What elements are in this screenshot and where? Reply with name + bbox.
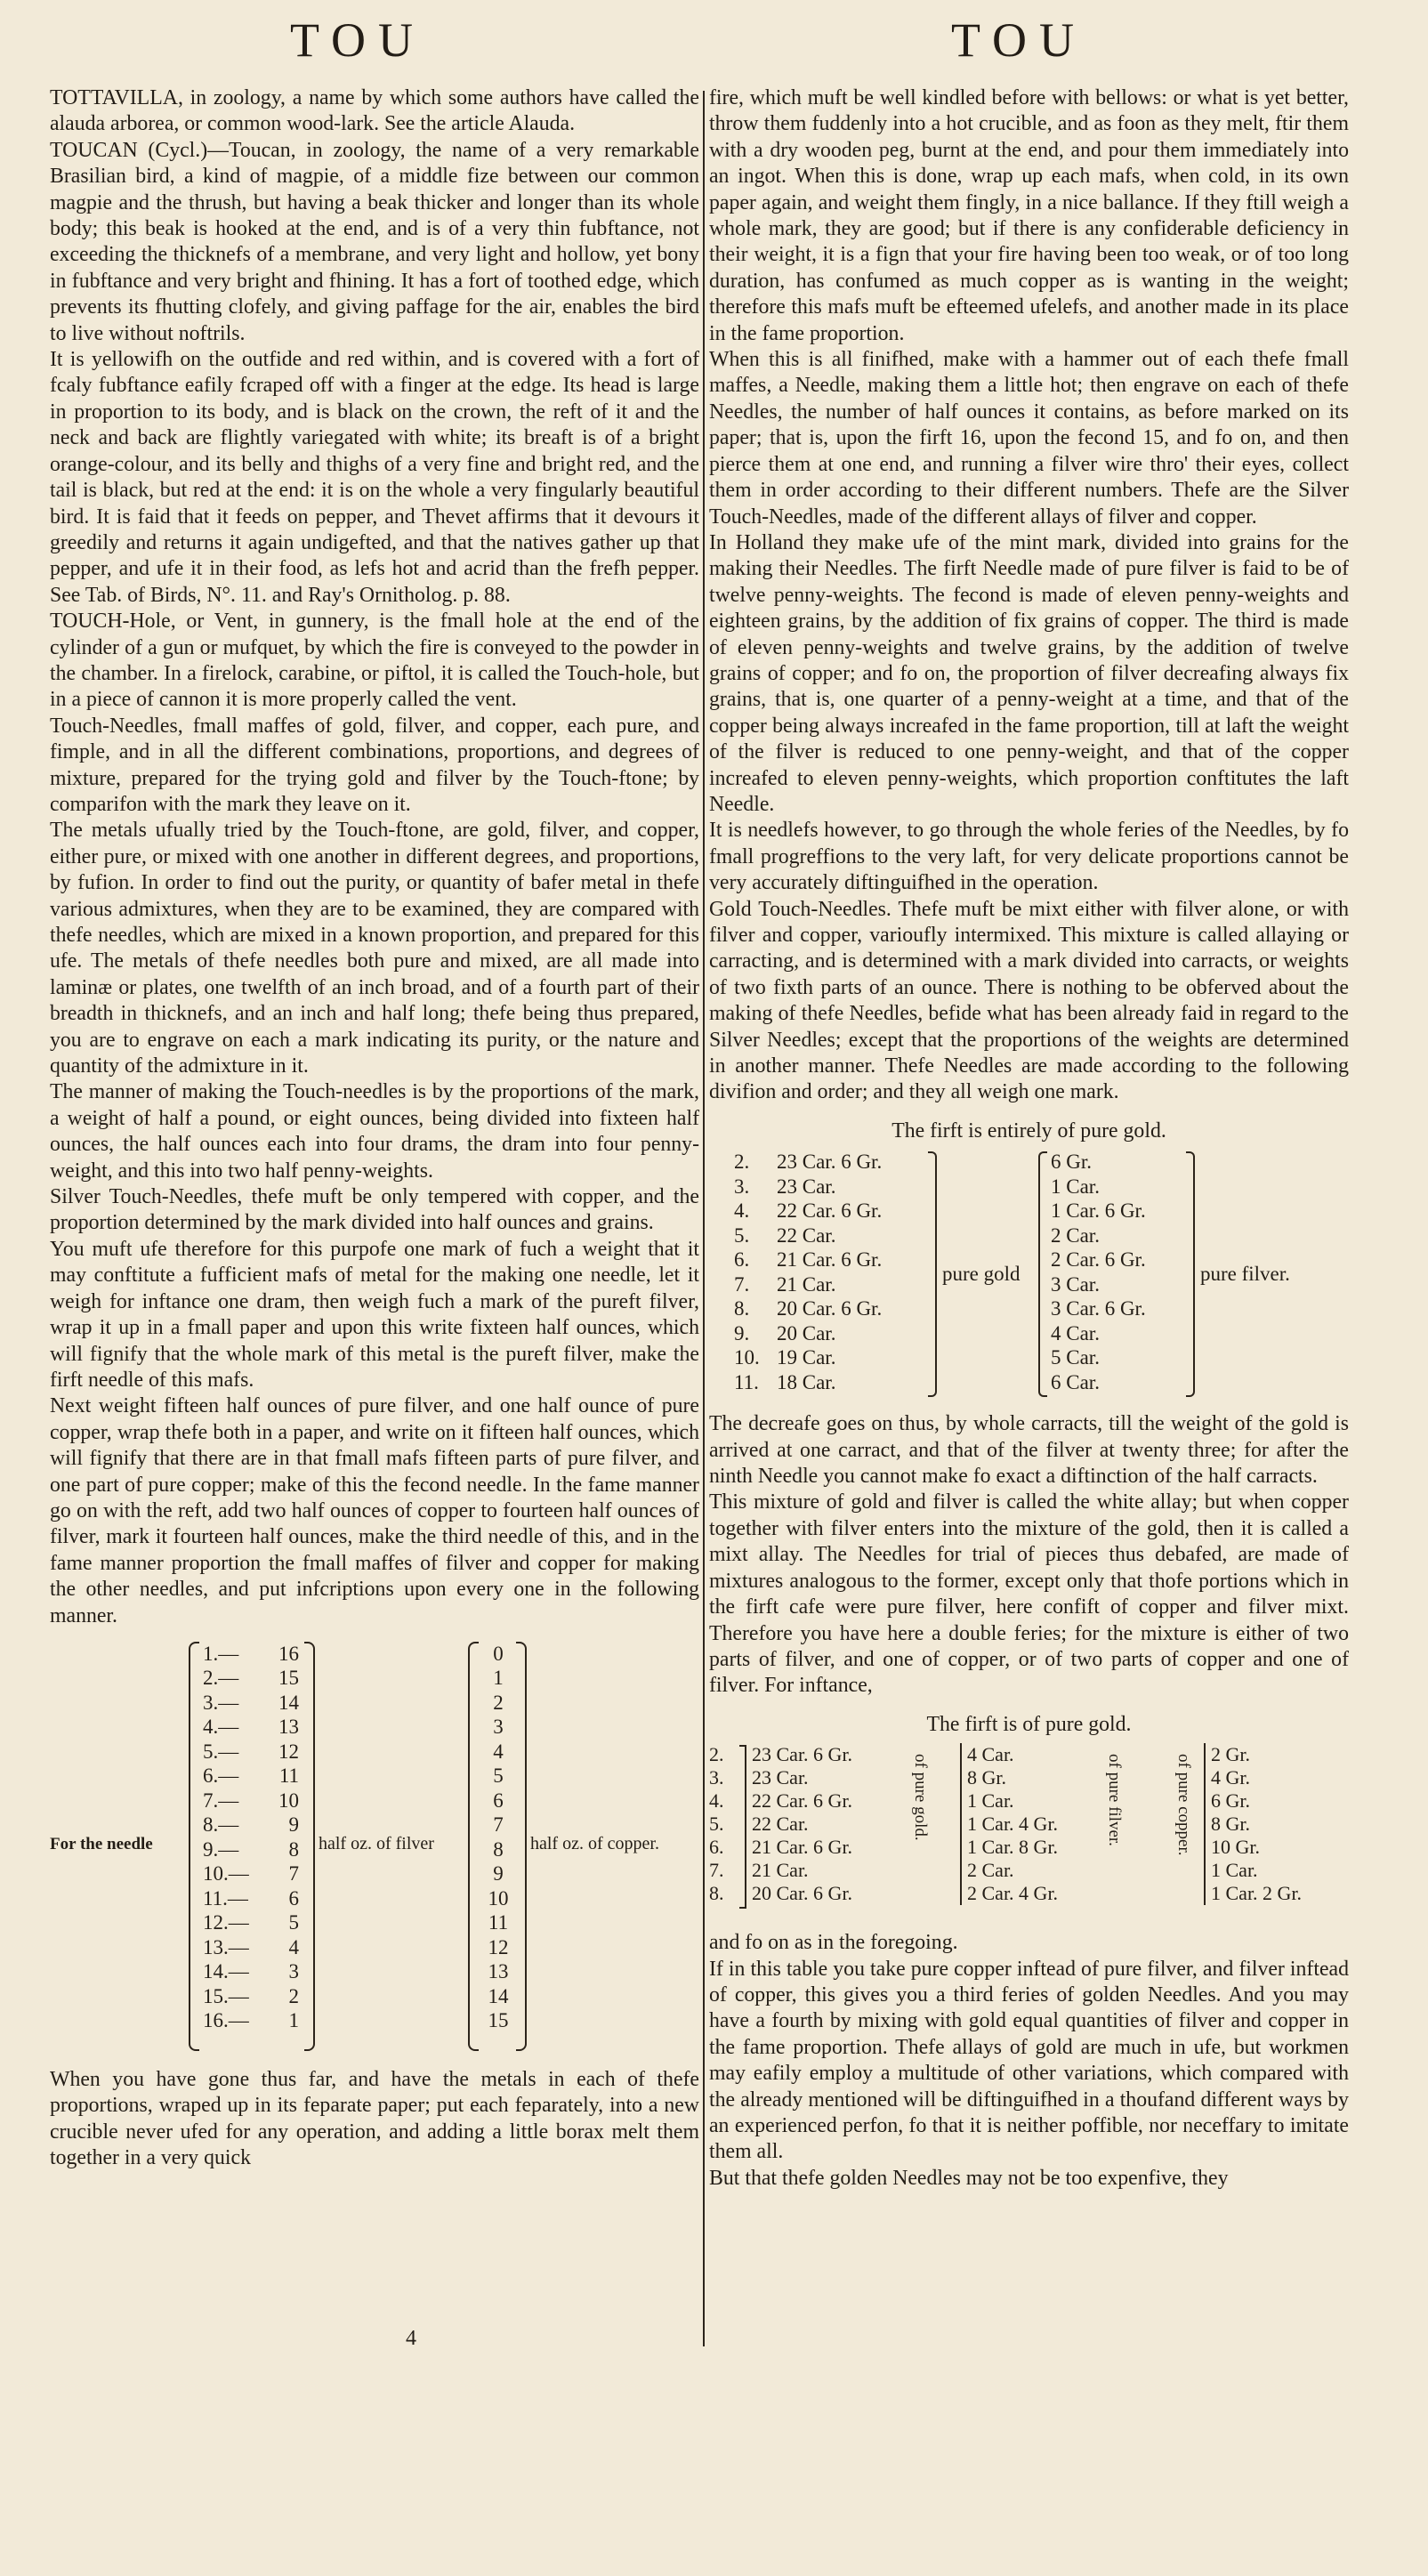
silver-list <box>267 1642 299 2033</box>
silver-weight: 8 Gr. <box>967 1766 1006 1789</box>
needle-number: 8. <box>734 1297 750 1320</box>
t2-gold-values <box>752 1743 901 1905</box>
paragraph: Next weight fifteen half ounces of pure filver, and one half ounce of pure copper, wrap thefe both in a paper, and write on it fifteen half ounces, which will fignify that there are in that fmall mafs fifteen parts of pure filver, and one part of pure copper; make of this the fecond needle. In the fame manner go on with the reft, add two half ounces of copper to fourteen half ounces of filver, mark it fourteen half ounces, make the third needle of this, and in the fame manner proportion the fmall maffes of filver and copper for making the other needles, and put infcriptions upon every one in the following manner. <box>50 1394 699 1627</box>
silver-half-oz: 3 <box>288 1960 299 1983</box>
copper-weight: 8 Gr. <box>1211 1813 1250 1836</box>
silver-weight: 3 Car. 6 Gr. <box>1051 1297 1146 1320</box>
gold-weight: 21 Car. 6 Gr. <box>752 1836 853 1859</box>
t2-gold-label: of pure gold. <box>911 1754 930 1841</box>
needle-number: 7. <box>709 1859 724 1882</box>
needle-number: 10. <box>734 1346 760 1369</box>
table1-caption: The firft is entirely of pure gold. <box>891 1118 1166 1143</box>
needle-number: 4. <box>734 1199 750 1223</box>
silver-half-oz: 16 <box>278 1642 299 1665</box>
silver-needle-table <box>50 1642 699 2060</box>
needle-number: 2.— <box>203 1667 239 1690</box>
t2-copper-label: of pure copper. <box>1174 1754 1193 1856</box>
gold-weight: 22 Car. 6 Gr. <box>752 1789 853 1813</box>
needle-number: 9. <box>734 1321 750 1345</box>
t1-brace-silver <box>1186 1151 1195 1397</box>
silver-weight: 2 Car. <box>1051 1223 1100 1247</box>
silver-half-oz: 10 <box>278 1789 299 1812</box>
paragraph: You muft ufe therefore for this purpofe one mark of fuch a weight that it may conftitute a fufficient mafs of metal for the making one needle, let it weigh for inftance one dram, then weigh fuch a mark of the pureft filver, wrap it up in a fmall paper and upon this write fixteen half ounces, which will fignify that the whole mark of this metal is the pureft filver, make the firft needle of this mafs. <box>50 1237 699 1392</box>
copper-half-oz: 11 <box>488 1911 509 1934</box>
copper-weight: 1 Car. <box>1211 1859 1258 1882</box>
needle-number: 14.— <box>203 1960 249 1983</box>
silver-weight: 2 Car. 4 Gr. <box>967 1882 1059 1905</box>
silver-weight: 2 Car. <box>967 1859 1014 1882</box>
silver-weight: 1 Car. 8 Gr. <box>967 1836 1059 1859</box>
silver-weight: 2 Car. 6 Gr. <box>1051 1248 1146 1272</box>
needle-number: 10.— <box>203 1862 249 1886</box>
t1-gold-values <box>777 1150 928 1394</box>
paragraph: But that thefe golden Needles may not be too expenfive, they <box>709 2166 1229 2190</box>
gold-silver-table <box>709 1150 1349 1401</box>
silver-half-oz: 9 <box>288 1813 299 1837</box>
t1-silver-values <box>1051 1150 1184 1394</box>
gold-weight: 20 Car. 6 Gr. <box>777 1297 883 1320</box>
needle-number: 16.— <box>203 2009 249 2032</box>
needle-number: 2. <box>709 1743 724 1766</box>
column-divider <box>703 91 705 2346</box>
needle-number: 7.— <box>203 1789 239 1812</box>
paragraph: fire, which muft be well kindled before with bellows: or what is yet better, throw them fuddenly into a hot crucible, and as foon as they melt, ftir them with a dry wooden peg, burnt at the end, and pour them immediately into an ingot. When this is done, wrap up each mafs, when cold, in its own paper again, and weight them fingly, in a nice ballance. If they ftill weigh a whole mark, they are good; but if there is any confiderable deficiency in their weight, it is a fign that your fire having been too weak, or of too long duration, has confumed as much copper as is wanting in the weight; therefore this mafs muft be efteemed ufelefs, and another made in its place in the fame proportion. <box>709 86 1349 345</box>
silver-half-oz: 12 <box>278 1740 299 1763</box>
gold-weight: 22 Car. 6 Gr. <box>777 1199 883 1223</box>
t2-silver-label: of pure filver. <box>1105 1754 1124 1847</box>
gold-weight: 21 Car. <box>777 1272 836 1296</box>
t2-copper-values <box>1204 1743 1327 1905</box>
silver-half-oz: 1 <box>288 2009 299 2032</box>
table2-caption: The firft is of pure gold. <box>926 1712 1132 1736</box>
t1-silver-label: pure filver. <box>1200 1263 1290 1286</box>
paragraph: It is yellowifh on the outfide and red within, and is covered with a fort of fcaly fubftance eafily fcraped off with a finger at the edge. Its head is large in proportion to its body, and is black on the crown, the reft of it and the neck and back are flightly variegated with white; its breaft is of a bright orange-colour, and its belly and thighs of a very fine and bright red, and the tail is black, but red at the end: it is on the whole a very fingularly beautiful bird. It is faid that it feeds on pepper, and Thevet affirms that it devours it greedily and returns it again undigefted, and that the natives gather up that pepper, and ufe it in their food, as lefs hot and acrid than the frefh pepper. See Tab. of Birds, N°. 11. and Ray's Ornitholog. p. 88. <box>50 348 699 607</box>
paragraph: The decreafe goes on thus, by whole carracts, till the weight of the gold is arrived at one carract, and that of the filver at twenty three; for after the ninth Needle you cannot make fo exact a diftinction of the half carracts. <box>709 1412 1349 1489</box>
t1-needle-numbers <box>734 1150 770 1394</box>
copper-weight: 2 Gr. <box>1211 1743 1250 1766</box>
mixt-allay-table <box>709 1743 1349 1921</box>
gold-weight: 18 Car. <box>777 1370 836 1393</box>
silver-half-oz: 11 <box>278 1764 299 1788</box>
needle-number: 3. <box>734 1175 750 1198</box>
silver-weight: 1 Car. 6 Gr. <box>1051 1199 1146 1223</box>
copper-half-oz: 10 <box>488 1886 509 1910</box>
gold-weight: 23 Car. 6 Gr. <box>752 1743 853 1766</box>
t1-gold-label: pure gold <box>942 1263 1021 1286</box>
gold-weight: 22 Car. <box>777 1223 836 1247</box>
entry-touch-needles: Touch-Needles, fmall maffes of gold, filver, and copper, each pure, and fimple, and in all the different combinations, proportions, and degrees of mixture, prepared for the trying gold and filver by the Touch-ftone; by comparifon with the mark they leave on it. <box>50 714 699 816</box>
silver-weight: 4 Car. <box>1051 1321 1100 1345</box>
silver-weight: 1 Car. 4 Gr. <box>967 1813 1059 1836</box>
silver-weight: 5 Car. <box>1051 1346 1100 1369</box>
needle-number: 8.— <box>203 1813 239 1837</box>
gold-weight: 23 Car. <box>777 1175 836 1198</box>
running-head-left: TOU <box>290 13 426 67</box>
needle-number: 5. <box>709 1813 724 1836</box>
needle-number: 11.— <box>203 1886 248 1910</box>
needle-number: 9.— <box>203 1837 239 1861</box>
copper-half-oz: 8 <box>493 1837 504 1861</box>
copper-weight: 10 Gr. <box>1211 1836 1260 1859</box>
silver-half-oz: 14 <box>278 1691 299 1714</box>
t1-brace-silver-open <box>1038 1151 1047 1397</box>
copper-half-oz: 12 <box>488 1935 509 1958</box>
gold-weight: 21 Car. <box>752 1859 809 1882</box>
brace-open <box>189 1642 199 2051</box>
silver-weight: 4 Car. <box>967 1743 1014 1766</box>
gold-weight: 23 Car. 6 Gr. <box>777 1151 883 1174</box>
copper-half-oz: 7 <box>493 1813 504 1837</box>
needle-number: 3.— <box>203 1691 239 1714</box>
needle-number: 5.— <box>203 1740 239 1763</box>
silver-weight: 6 Car. <box>1051 1370 1100 1393</box>
needle-number: 2. <box>734 1151 750 1174</box>
right-column <box>709 85 1349 2192</box>
needle-number: 6. <box>709 1836 724 1859</box>
entry-tottavilla: TOTTAVILLA, in zoology, a name by which some authors have called the alauda arborea, or common wood-lark. See the article Alauda. <box>50 86 699 136</box>
paragraph: This mixture of gold and filver is called the white allay; but when copper together with filver enters into the mixture of the gold, then it is called a mixt allay. The Needles for trial of pieces thus debafed, are made of mixtures analogous to the former, except only that thofe portions which in the firft cafe were pure filver, here confift of copper and filver mixt. Therefore you have here a double feries; for the mixture is either of two parts of filver, and one of copper, or of two parts of copper and one of filver. For inftance, <box>709 1490 1349 1698</box>
needle-number: 13.— <box>203 1935 249 1958</box>
silver-label: half oz. of filver <box>319 1833 434 1853</box>
gold-weight: 19 Car. <box>777 1346 836 1369</box>
entry-toucan: TOUCAN (Cycl.)—Toucan, in zoology, the name of a very remarkable Brasilian bird, a kind of magpie, of a middle fize between our common magpie and the thrush, but having a beak thicker and longer than its whole body; this beak is hooked at the end, and is of a very thin fubftance, not exceeding the thicknefs of a membrane, and very light and hollow, yet bony in fubftance and very bright and fhining. It has a fort of toothed edge, which prevents its fhutting clofely, and giving paffage for the air, enables the bird to live without noftrils. <box>50 138 699 345</box>
silver-half-oz: 2 <box>288 1984 299 2007</box>
silver-weight: 1 Car. <box>967 1789 1014 1813</box>
silver-half-oz: 6 <box>288 1886 299 1910</box>
needle-number: 11. <box>734 1370 759 1393</box>
copper-half-oz: 0 <box>493 1642 504 1665</box>
gold-weight: 21 Car. 6 Gr. <box>777 1248 883 1272</box>
left-column <box>50 85 699 2172</box>
row-label: For the needle <box>50 1834 153 1853</box>
entry-gold-touch-needles: Gold Touch-Needles. Thefe muft be mixt either with filver alone, or with filver and copper, varioufly intermixed. This mixture is called allaying or carracting, and is determined with a mark divided into carracts, or weights of two fixth parts of an ounce. There is nothing to be obferved about the making of thefe Needles, befide what has been already faid in regard to the Silver Needles; except that the proportions of the weights are determined in another manner. Thefe Needles are made according to the following divifion and order; and they all weigh one mark. <box>709 897 1349 1104</box>
paragraph: The metals ufually tried by the Touch-ftone, are gold, filver, and copper, either pure, or mixed with one another in different degrees, and proportions, by fufion. In order to find out the purity, or quantity of bafer metal in thefe various admixtures, when they are to be examined, they are compared with thefe needles, which are mixed in a known proportion, and prepared for this ufe. The metals of thefe needles both pure and mixed, are all made into laminæ or plates, one twelfth of an inch broad, and of a fourth part of their breadth in thicknefs, and an inch and half long; thefe being thus prepared, you are to engrave on each a mark indicating its purity, or the nature and quantity of the admixture in it. <box>50 819 699 1078</box>
needle-number: 8. <box>709 1882 724 1905</box>
needle-number: 12.— <box>203 1911 249 1934</box>
copper-half-oz: 15 <box>488 2009 509 2032</box>
needle-number: 15.— <box>203 1984 249 2007</box>
silver-half-oz: 5 <box>288 1911 299 1934</box>
needle-list <box>203 1642 265 2033</box>
paragraph: It is needlefs however, to go through the whole feries of the Needles, by fo fmall progreffions to the very laft, for very delicate proportions cannot be very accurately diftinguifhed in the operation. <box>709 819 1349 895</box>
t2-brace-nums <box>739 1745 746 1909</box>
copper-weight: 1 Car. 2 Gr. <box>1211 1882 1303 1905</box>
copper-weight: 6 Gr. <box>1211 1789 1250 1813</box>
copper-half-oz: 13 <box>488 1960 509 1983</box>
silver-half-oz: 15 <box>278 1667 299 1690</box>
copper-half-oz: 2 <box>493 1691 504 1714</box>
gold-weight: 23 Car. <box>752 1766 809 1789</box>
t1-brace-gold <box>928 1151 937 1397</box>
needle-number: 7. <box>734 1272 750 1296</box>
t2-needle-numbers <box>709 1743 739 1905</box>
needle-number: 6.— <box>203 1764 239 1788</box>
silver-weight: 6 Gr. <box>1051 1151 1092 1174</box>
entry-touch-hole: TOUCH-Hole, or Vent, in gunnery, is the fmall hole at the end of the cylinder of a gun or mufquet, by which the fire is conveyed to the powder in the chamber. In a firelock, carabine, or piftol, it is called the Touch-hole, but in a piece of cannon it is more properly called the vent. <box>50 610 699 712</box>
copper-half-oz: 1 <box>493 1667 504 1690</box>
paragraph: The manner of making the Touch-needles is by the proportions of the mark, a weight of half a pound, or eight ounces, being divided into fixteen half ounces, the half ounces each into four drams, the dram into four penny-weight, and this into two half penny-weights. <box>50 1080 699 1183</box>
gold-weight: 22 Car. <box>752 1813 809 1836</box>
copper-half-oz: 6 <box>493 1789 504 1812</box>
silver-half-oz: 7 <box>288 1862 299 1886</box>
copper-list <box>482 1642 514 2033</box>
gold-weight: 20 Car. 6 Gr. <box>752 1882 853 1905</box>
needle-number: 4.— <box>203 1716 239 1739</box>
needle-number: 6. <box>734 1248 750 1272</box>
paragraph: If in this table you take pure copper inftead of pure filver, and filver inftead of copper, this gives you a third feries of golden Needles. And you may have a fourth by mixing with gold equal quantities of filver and copper in the fame proportion. Thefe allays of gold are much in ufe, but workmen may eafily employ a multitude of other variations, which compared with the already mentioned will be diftinguifhed in a thoufand different ways by an experienced perfon, fo that it is neither poffible, nor neceffary to imitate them all. <box>709 1957 1349 2164</box>
brace-silver <box>304 1642 315 2051</box>
copper-weight: 4 Gr. <box>1211 1766 1250 1789</box>
needle-number: 1.— <box>203 1642 239 1665</box>
silver-weight: 1 Car. <box>1051 1175 1100 1198</box>
brace-copper-open <box>468 1642 479 2051</box>
copper-half-oz: 9 <box>493 1862 504 1886</box>
silver-weight: 3 Car. <box>1051 1272 1100 1296</box>
copper-half-oz: 3 <box>493 1716 504 1739</box>
paragraph: When you have gone thus far, and have the metals in each of thefe proportions, wraped up in its feparate paper; put each feparately, into a new crucible never ufed for any operation, and adding a little borax melt them together in a very quick <box>50 2067 699 2170</box>
entry-silver-touch-needles: Silver Touch-Needles, thefe muft be only tempered with copper, and the proportion determined by the mark divided into half ounces and grains. <box>50 1185 699 1235</box>
gold-weight: 20 Car. <box>777 1321 836 1345</box>
page-number: 4 <box>406 2327 416 2350</box>
needle-number: 5. <box>734 1223 750 1247</box>
silver-half-oz: 4 <box>288 1935 299 1958</box>
silver-half-oz: 8 <box>288 1837 299 1861</box>
silver-half-oz: 13 <box>278 1716 299 1739</box>
brace-copper <box>516 1642 527 2051</box>
needle-number: 3. <box>709 1766 724 1789</box>
copper-half-oz: 5 <box>493 1764 504 1788</box>
copper-half-oz: 14 <box>488 1984 509 2007</box>
paragraph: When this is all finifhed, make with a hammer out of each thefe fmall maffes, a Needle, making them a little hot; then engrave on each of thefe Needles, the number of half ounces it contains, as before marked on its paper; that is, upon the firft 16, upon the fecond 15, and fo on, and then pierce them at one end, and running a filver wire thro' their eyes, collect them in order according to their different numbers. Thefe are the Silver Touch-Needles, made of the different allays of filver and copper. <box>709 348 1349 529</box>
running-head-right: TOU <box>951 13 1087 67</box>
copper-label: half oz. of copper. <box>530 1833 659 1853</box>
paragraph: In Holland they make ufe of the mint mark, divided into grains for the making their Needles. The firft Needle made of pure filver is faid to be of twelve penny-weights. The fecond is made of eleven penny-weights and eighteen grains, by the addition of fix grains of copper. The third is made of eleven penny-weights and twelve grains, by the addition of twelve grains of copper; and fo on, the proportion of filver decreafing always fix grains, that is, one quarter of a penny-weight at a time, and that of the copper being always increafed in the fame proportion, till at laft the weight of the filver is reduced to one penny-weight, and that of the copper increafed to eleven penny-weights, which proportion conftitutes the laft Needle. <box>709 530 1349 816</box>
paragraph: and fo on as in the foregoing. <box>709 1931 958 1955</box>
t2-silver-values <box>960 1743 1101 1905</box>
copper-half-oz: 4 <box>493 1740 504 1763</box>
needle-number: 4. <box>709 1789 724 1813</box>
